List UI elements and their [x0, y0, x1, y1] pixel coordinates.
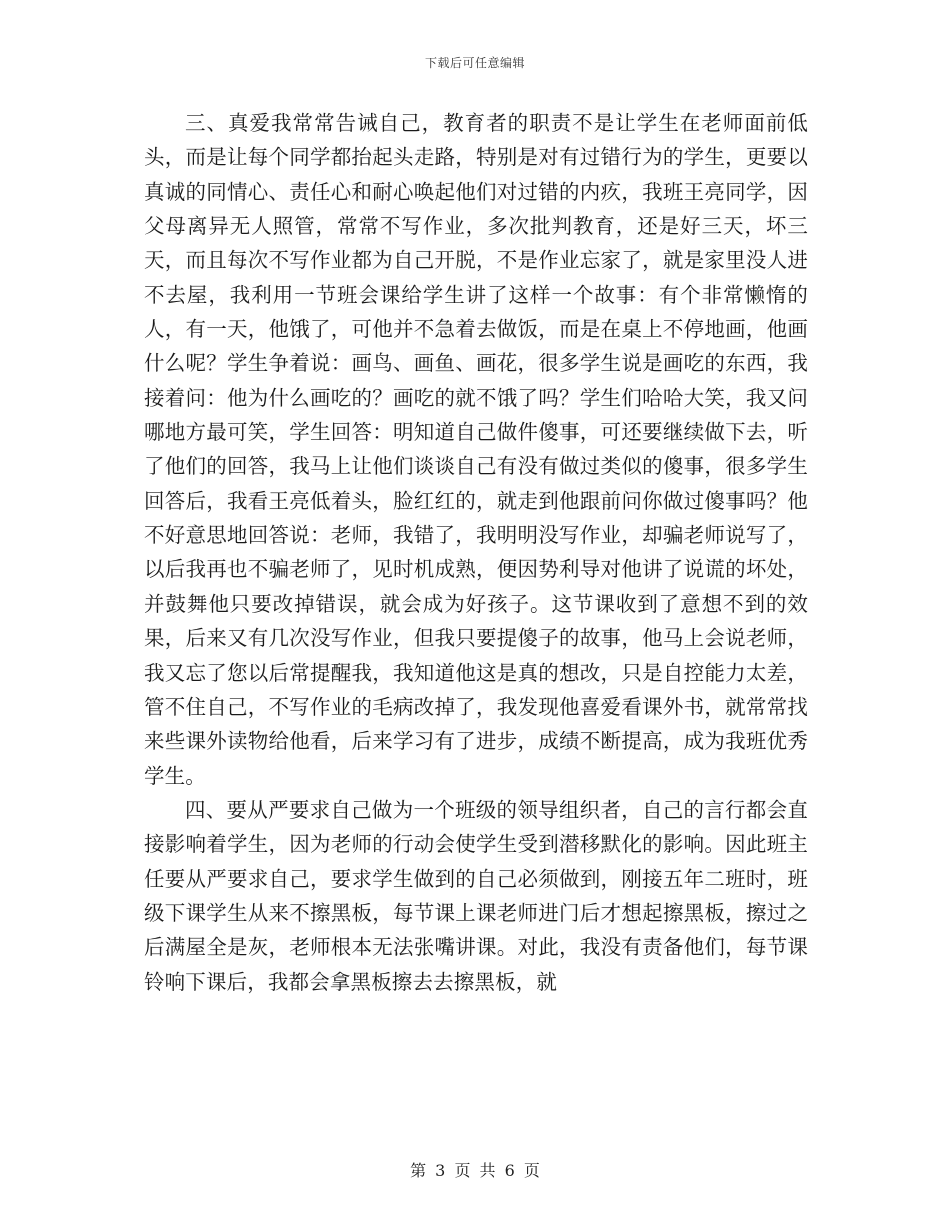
page-number-footer: 第 3 页 共 6 页 — [410, 1161, 540, 1180]
page-header: 下载后可任意编辑 — [424, 56, 525, 70]
document-body — [144, 106, 808, 999]
paragraph-section-three: 三、真爱我常常告诫自己，教育者的职责不是让学生在老师面前低头，而是让每个同学都抬起头走路，特别是对有过错行为的学生，更要以真诚的同情心、责任心和耐心唤起他们对过错的内疚，我班王亮同学，因父母离异无人照管，常常不写作业，多次批判教育，还是好三天，坏三天，而且每次不写作业都为自己开脱，不是作业忘家了，就是家里没人进不去屋，我利用一节班会课给学生讲了这样一个故事：有个非常懒惰的人，有一天，他饿了，可他并不急着去做饭，而是在桌上不停地画，他画什么呢？学生争着说：画鸟、画鱼、画花，很多学生说是画吃的东西，我接着问：他为什么画吃的？画吃的就不饿了吗？学生们哈哈大笑，我又问哪地方最可笑，学生回答：明知道自己做件傻事，可还要继续做下去，听了他们的回答，我马上让他们谈谈自己有没有做过类似的傻事，很多学生回答后，我看王亮低着头，脸红红的，就走到他跟前问你做过傻事吗？他不好意思地回答说：老师，我错了，我明明没写作业，却骗老师说写了，以后我再也不骗老师了，见时机成熟，便因势利导对他讲了说谎的坏处，并鼓舞他只要改掉错误，就会成为好孩子。这节课收到了意想不到的效果，后来又有几次没写作业，但我只要提傻子的故事，他马上会说老师，我又忘了您以后常提醒我，我知道他这是真的想改，只是自控能力太差，管不住自己，不写作业的毛病改掉了，我发现他喜爱看课外书，就常常找来些课外读物给他看，后来学习有了进步，成绩不断提高，成为我班优秀学生。 — [144, 111, 808, 788]
paragraph-section-four: 四、要从严要求自己做为一个班级的领导组织者，自己的言行都会直接影响着学生，因为老师的行动会使学生受到潜移默化的影响。因此班主任要从严要求自己，要求学生做到的自己必须做到，刚接五年二班时，班级下课学生从来不擦黑板，每节课上课老师进门后才想起擦黑板，擦过之后满屋全是灰，老师根本无法张嘴讲课。对此，我没有责备他们，每节课铃响下课后，我都会拿黑板擦去去擦黑板，就 — [144, 797, 808, 994]
